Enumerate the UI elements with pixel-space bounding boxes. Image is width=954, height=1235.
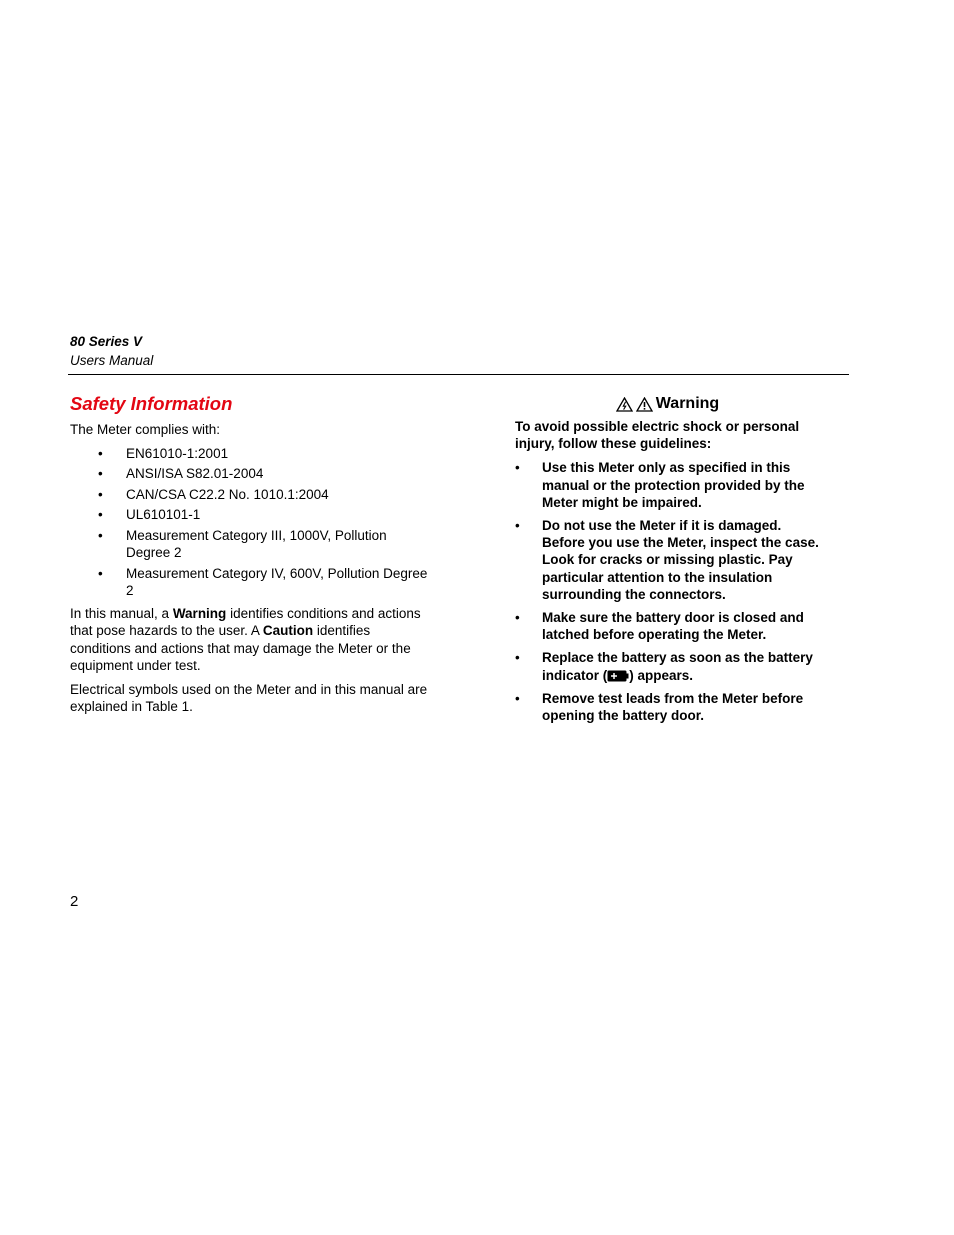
page-number: 2 [70, 893, 79, 910]
list-item: • ANSI/ISA S82.01-2004 [98, 466, 264, 481]
bullet: • [515, 518, 520, 534]
list-item: • Make sure the battery door is closed and latched before operating the Meter. [515, 610, 804, 643]
bullet: • [98, 565, 103, 581]
warning-heading [515, 394, 820, 414]
intro-text: The Meter complies with: [70, 422, 221, 437]
caution-triangle-icon [636, 397, 653, 412]
list-item: • EN61010-1:2001 [98, 445, 229, 461]
battery-icon [607, 670, 629, 682]
bullet: • [515, 460, 520, 476]
warning-box [515, 394, 820, 730]
list-item: • CAN/CSA C22.2 No. 1010.1:2004 [98, 486, 329, 502]
list-item: • Measurement Category III, 1000V, Pollution Degree 2 [98, 527, 387, 560]
header-rule [68, 374, 849, 375]
bullet: • [515, 610, 520, 626]
list-item: • Measurement Category IV, 600V, Pollution Degree 2 [98, 565, 428, 598]
warning-intro: To avoid possible electric shock or personal injury, follow these guidelines: [515, 419, 800, 452]
warning-list [515, 459, 820, 724]
left-column [70, 392, 430, 722]
running-header [70, 332, 153, 370]
list-item: • Do not use the Meter if it is damaged. Before you use the Meter, inspect the case. Look for cracks or missing plastic. Pay particular attention to the insulation surrounding the connectors. [515, 518, 819, 602]
list-item: • Use this Meter only as specified in this manual or the protection provided by the Meter might be impaired. [515, 460, 805, 510]
bullet: • [98, 445, 103, 461]
bullet: • [98, 527, 103, 543]
bullet: • [515, 690, 520, 706]
symbols-paragraph: Electrical symbols used on the Meter and in this manual are explained in Table 1. [70, 681, 428, 714]
warning-term: Warning [172, 605, 227, 621]
bullet: • [515, 650, 520, 666]
bullet: • [98, 466, 103, 481]
bullet: • [98, 507, 103, 522]
list-item: • UL610101-1 [98, 507, 201, 522]
standards-list [70, 445, 430, 600]
warning-caution-paragraph: In this manual, a Warning identifies conditions and actions that pose hazards to the user. A Caution identifies conditions and actions that may damage the Meter or the equipment under test. [70, 605, 421, 673]
list-item: • Remove test leads from the Meter before opening the battery door. [515, 690, 804, 724]
header-series: 80 Series V [70, 334, 143, 349]
section-title: Safety Information [70, 393, 233, 414]
shock-hazard-icon [616, 397, 633, 412]
header-manual: Users Manual [70, 353, 154, 368]
bullet: • [98, 486, 103, 502]
warning-title: Warning [655, 395, 720, 412]
list-item: • Replace the battery as soon as the battery indicator ( ) appears. [515, 650, 813, 683]
caution-term: Caution [262, 623, 314, 638]
